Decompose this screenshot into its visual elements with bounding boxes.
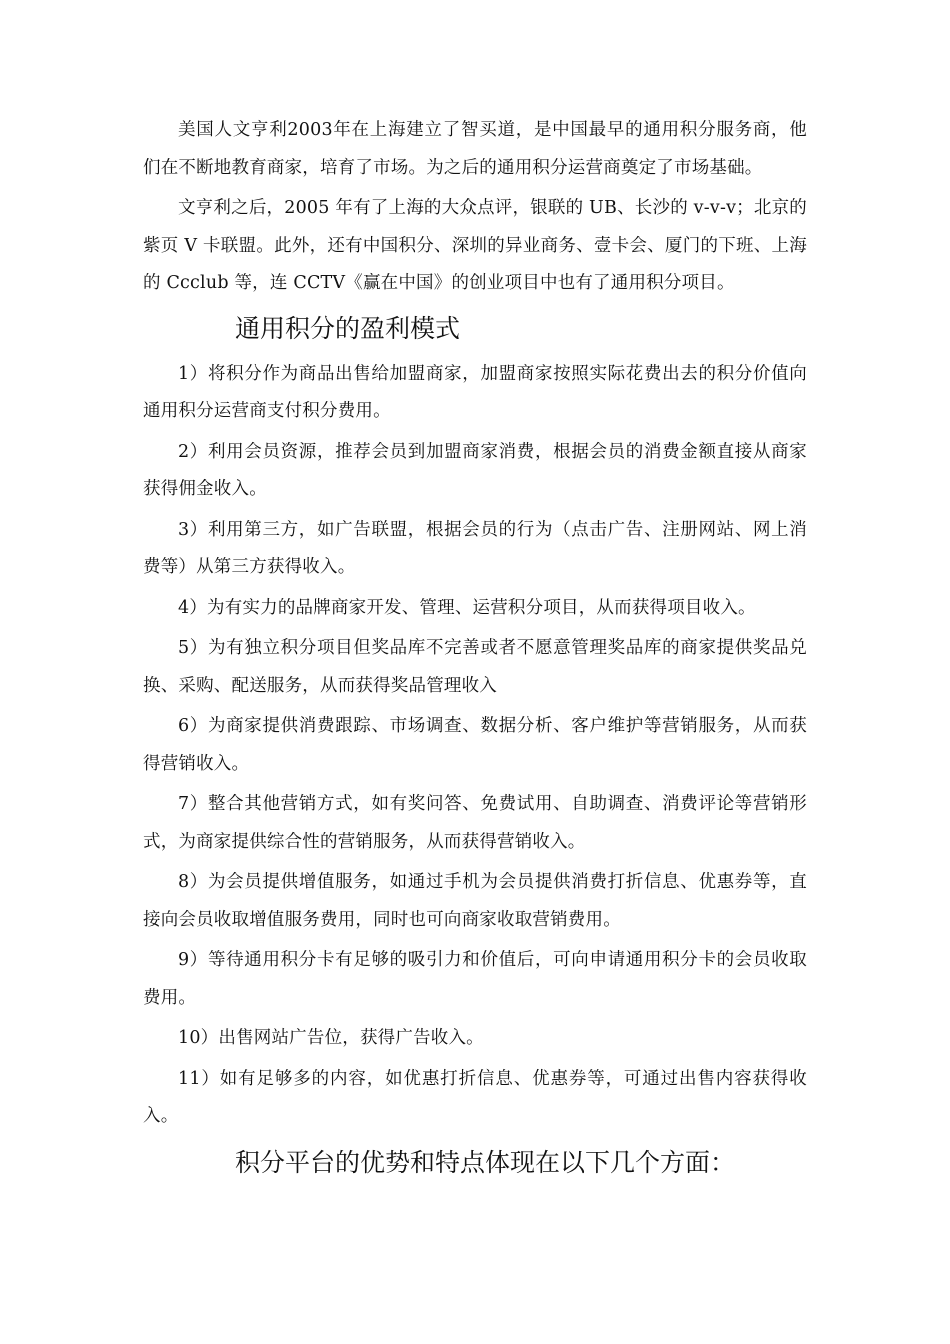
list-item: 3）利用第三方，如广告联盟，根据会员的行为（点击广告、注册网站、网上消费等）从第三方获得收入。 (143, 519, 807, 577)
section-heading-platform-advantages: 积分平台的优势和特点体现在以下几个方面： (235, 1147, 736, 1177)
list-item: 1）将积分作为商品出售给加盟商家，加盟商家按照实际花费出去的积分价值向通用积分运营商支付积分费用。 (143, 363, 807, 421)
intro-paragraph-1: 美国人文亨利2003年在上海建立了智买道，是中国最早的通用积分服务商，他们在不断地教育商家，培育了市场。为之后的通用积分运营商奠定了市场基础。 (143, 120, 807, 178)
section-heading-profit-model: 通用积分的盈利模式 (235, 313, 461, 343)
list-item: 4）为有实力的品牌商家开发、管理、运营积分项目，从而获得项目收入。 (178, 597, 756, 618)
list-item: 10）出售网站广告位，获得广告收入。 (178, 1028, 484, 1048)
list-item: 7）整合其他营销方式，如有奖问答、免费试用、自助调查、消费评论等营销形式，为商家提供综合性的营销服务，从而获得营销收入。 (143, 794, 807, 852)
list-item: 8）为会员提供增值服务，如通过手机为会员提供消费打折信息、优惠券等，直接向会员收取增值服务费用，同时也可向商家收取营销费用。 (143, 872, 807, 930)
intro-paragraph-2: 文亨利之后，2005 年有了上海的大众点评，银联的 UB、长沙的 v-v-v；北京的紫页 V 卡联盟。此外，还有中国积分、深圳的异业商务、壹卡会、厦门的下班、上海的 Ccclub 等，连 CCTV《赢在中国》的创业项目中也有了通用积分项目。 (143, 198, 807, 293)
list-item: 2）利用会员资源，推荐会员到加盟商家消费，根据会员的消费金额直接从商家获得佣金收入。 (143, 441, 807, 499)
list-item: 9）等待通用积分卡有足够的吸引力和价值后，可向申请通用积分卡的会员收取费用。 (143, 950, 807, 1008)
list-item: 6）为商家提供消费跟踪、市场调查、数据分析、客户维护等营销服务，从而获得营销收入。 (143, 716, 807, 774)
document-page (143, 112, 807, 1186)
list-item: 5）为有独立积分项目但奖品库不完善或者不愿意管理奖品库的商家提供奖品兑换、采购、配送服务，从而获得奖品管理收入 (143, 638, 807, 696)
list-item: 11）如有足够多的内容，如优惠打折信息、优惠券等，可通过出售内容获得收入。 (143, 1068, 807, 1126)
